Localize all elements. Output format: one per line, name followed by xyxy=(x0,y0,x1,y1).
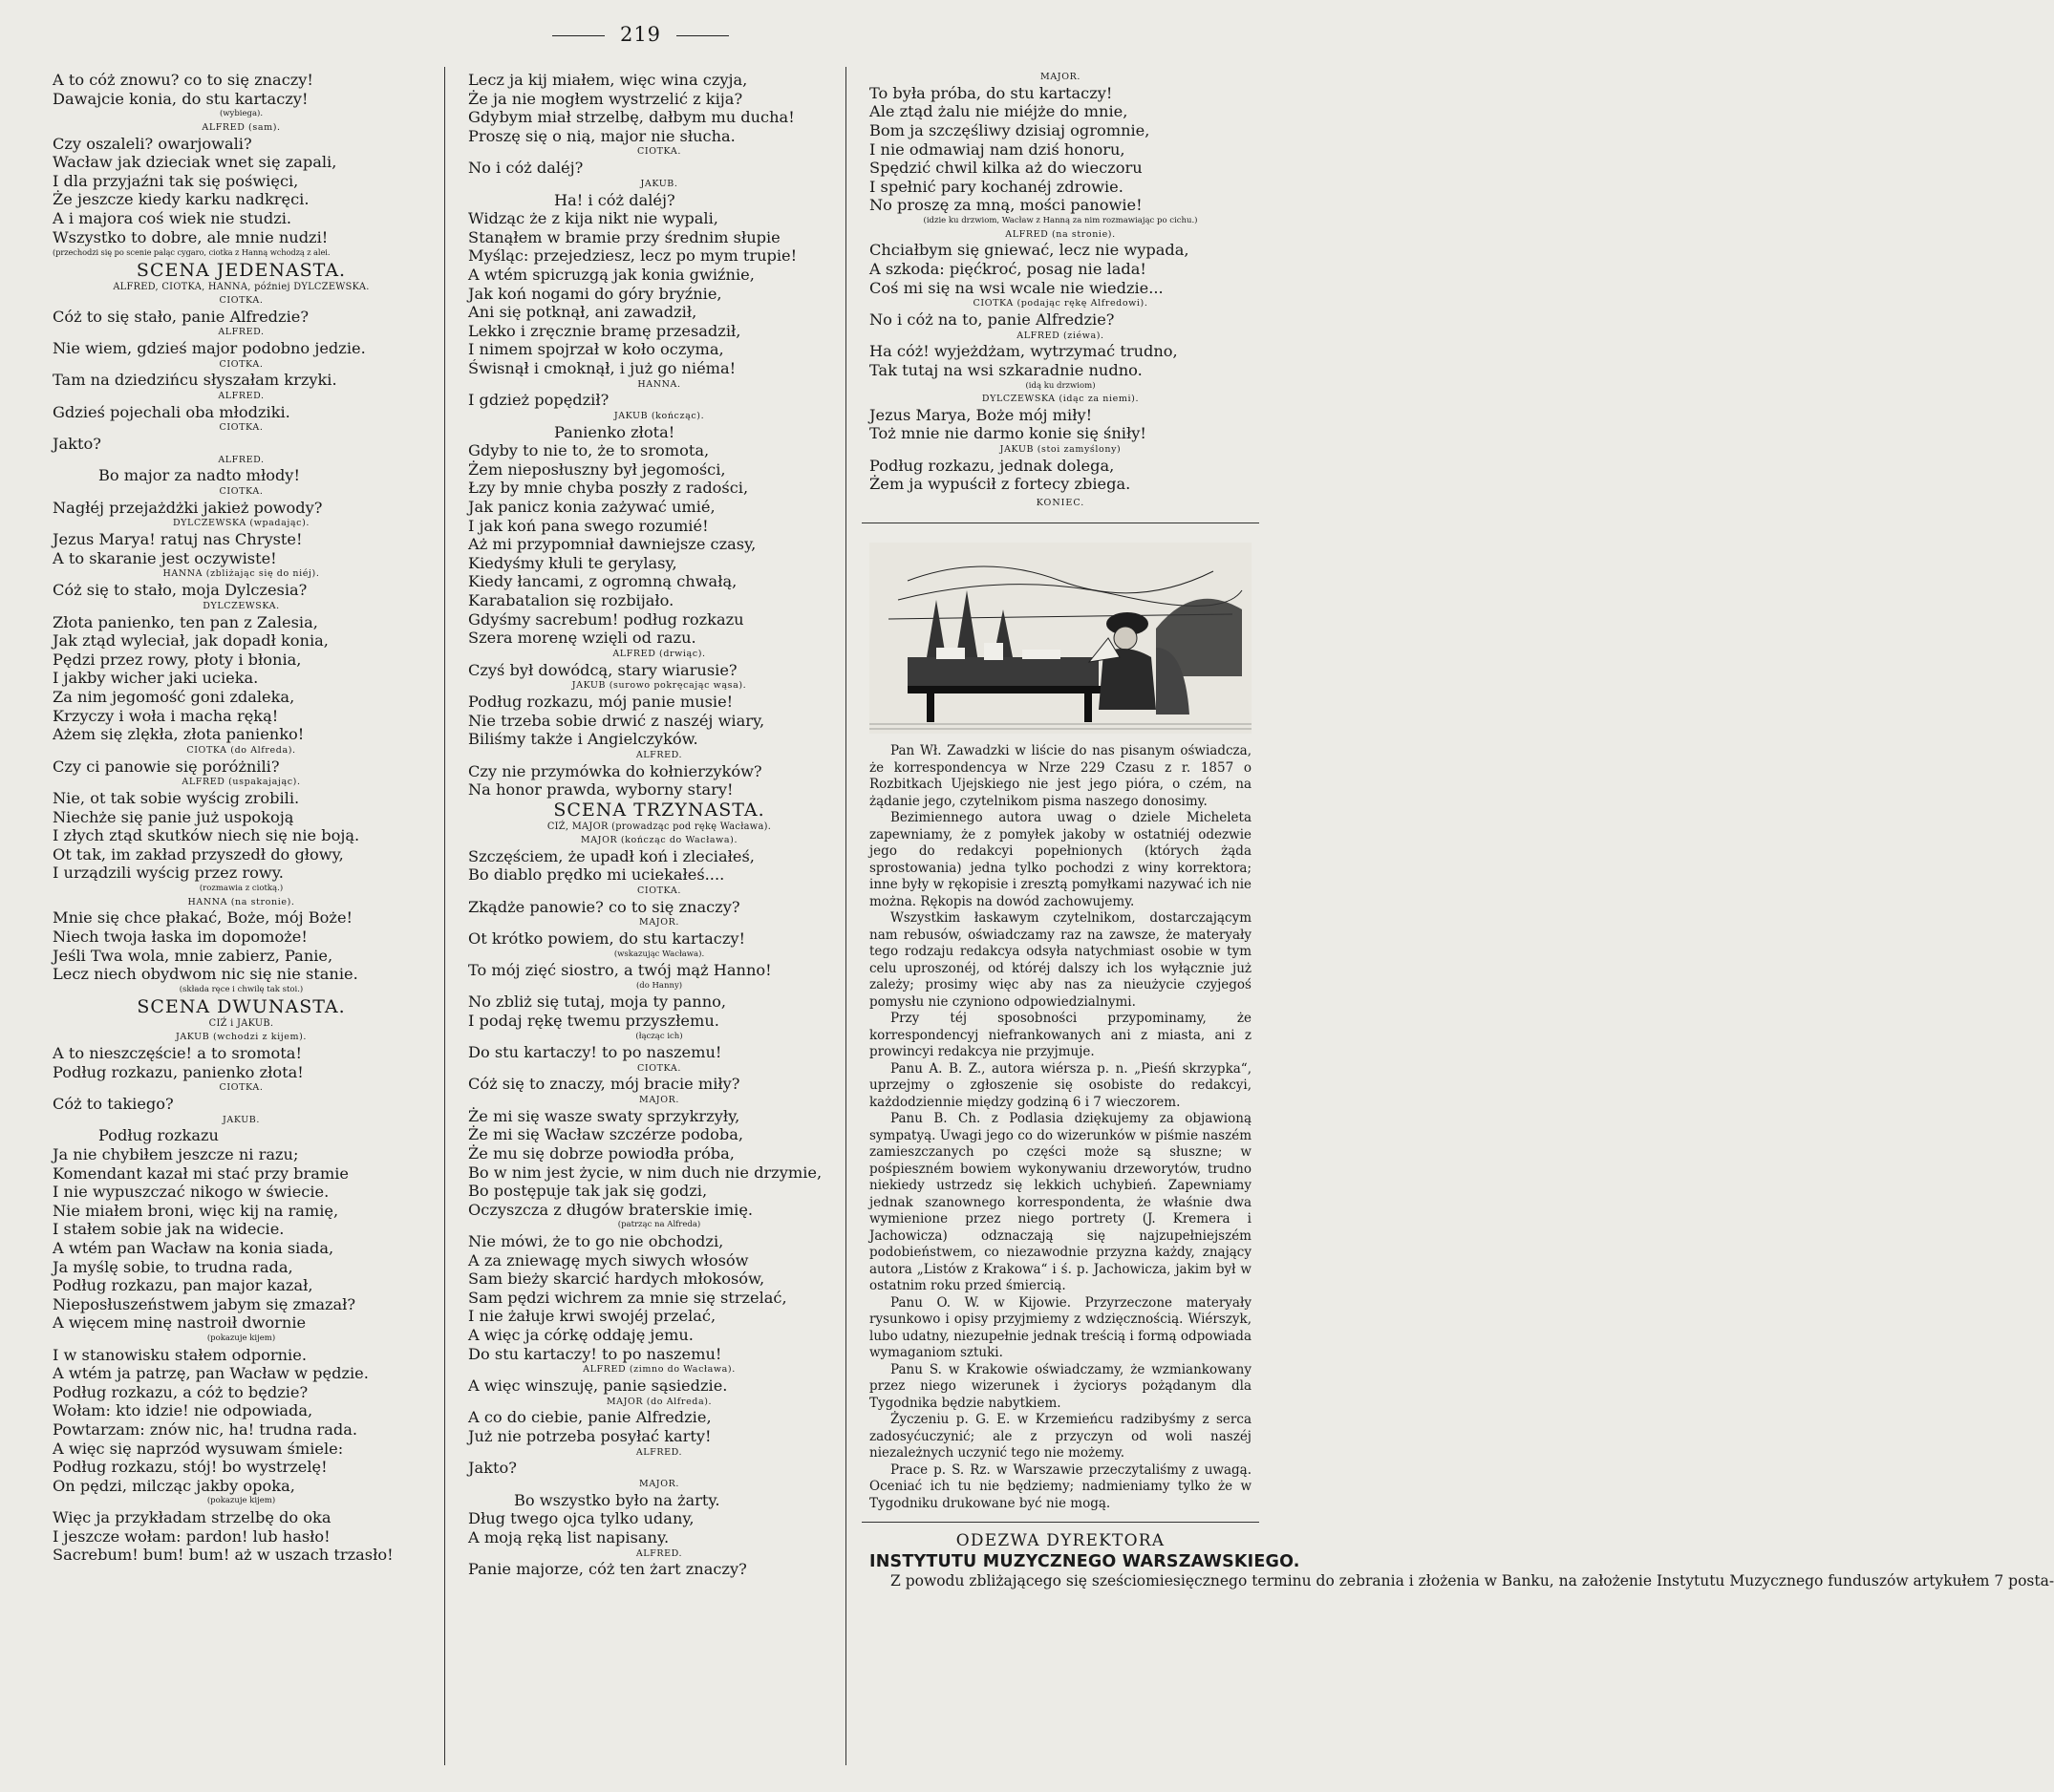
speaker-name: JAKUB. xyxy=(640,178,678,189)
verse-line: No i cóż daléj? xyxy=(468,159,584,178)
verse-line: Jak ztąd wyleciał, jak dopadł konia, xyxy=(53,631,329,651)
verse-line: I nimem spojrzał w koło oczyma, xyxy=(468,340,724,359)
page-number xyxy=(0,23,1281,46)
editorial-note: Przy téj sposobności przypominamy, że korrespondencyj niefrankowanych ani z miasta, ani z prowincyi redakcya nie przyjmuje. xyxy=(869,1011,1252,1060)
verse-line: Gdybym miał strzelbę, dałbym mu ducha! xyxy=(468,108,795,127)
verse-line: Wołam: kto idzie! nie odpowiada, xyxy=(53,1401,313,1420)
speaker-name: CIOTKA. xyxy=(219,486,264,498)
verse-line: Ja myślę sobie, to trudna rada, xyxy=(53,1257,293,1276)
verse-line: Nagłéj przejażdżki jakież powody? xyxy=(53,498,323,517)
verse-line-indented: Ha! i cóż daléj? xyxy=(554,190,675,209)
announcement-rule xyxy=(862,1522,1259,1523)
verse-line: I podaj rękę twemu przyszłemu. xyxy=(468,1011,719,1030)
verse-line: Widząc że z kija nikt nie wypali, xyxy=(468,209,718,228)
verse-line: Do stu kartaczy! to po naszemu! xyxy=(468,1344,722,1363)
speaker-name: DYLCZEWSKA. xyxy=(203,600,280,611)
verse-line: Sam pędzi wichrem za mnie się strzelać, xyxy=(468,1288,787,1307)
verse-line: Komendant kazał mi stać przy bramie xyxy=(53,1163,350,1183)
verse-line-indented: Bo major za nadto młody! xyxy=(98,466,300,485)
verse-line: Żem ja wypuścił z fortecy zbiega. xyxy=(869,475,1131,494)
verse-line: Nie mówi, że to go nie obchodzi, xyxy=(468,1232,724,1251)
column-divider-left xyxy=(444,67,445,1765)
verse-line: Powtarzam: znów nic, ha! trudna rada. xyxy=(53,1419,358,1439)
editorial-note: Wszystkim łaskawym czytelnikom, dostarczającym nam rebusów, oświadczamy raz na zawsze, że materyały tego rodzaju redakcya odsyła natychmiast osobie w tym celu uproszonéj, od któréj dalszy ich los wyłącznie już zależy; prosimy więc aby nas za nieużycie czyjegoś pomysłu nie czyniono odpowiedzialnymi. xyxy=(869,910,1252,1010)
speaker-name: HANNA (na stronie). xyxy=(187,896,295,907)
verse-line: Czy ci panowie się poróżnili? xyxy=(53,757,280,776)
speaker-name: MAJOR. xyxy=(639,917,679,928)
stage-direction: (wskazując Wacława). xyxy=(613,949,705,959)
verse-line: Cóż się to stało, moja Dylczesia? xyxy=(53,581,308,600)
verse-line: A wtém pan Wacław na konia siada, xyxy=(53,1239,334,1258)
verse-line: Że ja nie mogłem wystrzelić z kija? xyxy=(468,89,743,108)
verse-line: Tam na dziedzińcu słyszałam krzyki. xyxy=(53,371,337,390)
verse-line: Jezus Marya, Boże mój miły! xyxy=(869,405,1093,424)
verse-line: Aż mi przypomniał dawniejsze czasy, xyxy=(468,535,757,554)
verse-line: Spędzić chwil kilka aż do wieczoru xyxy=(869,159,1143,178)
verse-line: Ot krótko powiem, do stu kartaczy! xyxy=(468,928,746,948)
announcement-title: INSTYTUTU MUZYCZNEGO WARSZAWSKIEGO. xyxy=(869,1552,1300,1572)
speaker-name: ALFRED (sam). xyxy=(202,121,281,133)
verse-line: Gdzieś pojechali oba młodziki. xyxy=(53,402,290,421)
speaker-name: HANNA (zbliżając się do niéj). xyxy=(162,568,320,580)
verse-line: Proszę się o nią, major nie słucha. xyxy=(468,126,736,145)
speaker-name: DYLCZEWSKA (idąc za niemi). xyxy=(981,394,1140,405)
verse-line: I złych ztąd skutków niech się nie boją. xyxy=(53,826,360,845)
verse-line: Więc ja przykładam strzelbę do oka xyxy=(53,1507,332,1526)
speaker-name: CIOTKA (podając rękę Alfredowi). xyxy=(973,298,1148,309)
verse-line: Że mu się dobrze powiodła próba, xyxy=(468,1144,735,1163)
speaker-name: CIOTKA. xyxy=(219,422,264,434)
verse-line: A to nieszczęście! a to sromota! xyxy=(53,1044,302,1063)
verse-line: Chciałbym się gniewać, lecz nie wypada, xyxy=(869,241,1189,260)
verse-line: Jezus Marya! ratuj nas Chryste! xyxy=(53,530,303,549)
speaker-name: MAJOR (kończąc do Wacława). xyxy=(580,834,738,845)
verse-line: Bo w nim jest życie, w nim duch nie drzymie, xyxy=(468,1163,823,1182)
editorial-note: Pan Wł. Zawadzki w liście do nas pisanym oświadcza, że korrespondencya w Nrze 229 Czasu z r. 1857 o Rozbitkach Ujejskiego nie jest jego pióra, o czém, na żądanie jego, czytelnikom pisma naszego donosimy. xyxy=(869,743,1252,809)
verse-line: Bo diablo prędko mi uciekałeś.... xyxy=(468,865,725,885)
verse-line: Szczęściem, że upadł koń i zleciałeś, xyxy=(468,846,755,865)
editorial-note: Panu S. w Krakowie oświadczamy, że wzmiankowany przez niego wizerunek i życiorys pożądanym dla Tygodnika będzie nabytkiem. xyxy=(869,1361,1252,1411)
verse-line: Niech twoja łaska im dopomoże! xyxy=(53,927,308,946)
verse-line: Ha cóż! wyjeżdżam, wytrzymać trudno, xyxy=(869,342,1178,361)
stage-direction: (pokazuje kijem) xyxy=(206,1333,276,1344)
play-ending xyxy=(869,71,1252,494)
end-label: KONIEC. xyxy=(1036,498,1085,509)
verse-line: Bom ja szczęśliwy dzisiaj ogromnie, xyxy=(869,120,1150,139)
verse-line: Jeśli Twa wola, mnie zabierz, Panie, xyxy=(53,946,333,965)
verse-line: Czy oszaleli? owarjowali? xyxy=(53,134,252,153)
verse-line: Niechże się panie już uspokoją xyxy=(53,807,294,826)
play-column-left xyxy=(53,71,430,1765)
verse-line: I nie odmawiaj nam dziś honoru, xyxy=(869,139,1125,159)
speaker-name: JAKUB (kończąc). xyxy=(613,410,705,421)
verse-line: Ani się potknął, ani zawadził, xyxy=(468,303,697,322)
verse-line: Jak koń nogami do góry bryźnie, xyxy=(468,284,722,303)
verse-line: Zkądże panowie? co to się znaczy? xyxy=(468,897,740,916)
speaker-name: MAJOR. xyxy=(1040,72,1080,82)
verse-line: No proszę za mną, mości panowie! xyxy=(869,196,1143,215)
editorial-note: Panu O. W. w Kijowie. Przyrzeczone materyały rysunkowo i opisy przyjmiemy z wdzięcznością. Wiérszyk, lubo udatny, niezupełnie jednak treścią i formą odpowiada wymaganiom sztuki. xyxy=(869,1294,1252,1361)
verse-line: On pędzi, milcząc jakby opoka, xyxy=(53,1476,295,1495)
verse-line: Wszystko to dobre, ale mnie nudzi! xyxy=(53,227,329,246)
speaker-name: JAKUB (stoi zamyślony) xyxy=(999,444,1122,456)
verse-line: Że jeszcze kiedy karku nadkręci. xyxy=(53,190,310,209)
verse-line: Czy nie przymówka do kołnierzyków? xyxy=(468,761,762,780)
verse-line: Do stu kartaczy! to po naszemu! xyxy=(468,1043,722,1062)
editorial-note: Bezimiennego autora uwag o dziele Micheleta zapewniamy, że z pomyłek jakoby w ostatniéj odezwie jego do redakcyi popełnionych (których żąda sprostowania) jedna tylko pochodzi z winy korrektora; inne były w rękopisie i zresztą pomyłkami nazywać ich nie można. Rękopis na dowód zachowujemy. xyxy=(869,810,1252,909)
page-number-rule-left xyxy=(552,35,605,36)
verse-line-indented: Panienko złota! xyxy=(554,422,675,441)
verse-line: Pędzi przez rowy, płoty i błonia, xyxy=(53,650,302,669)
speaker-name: ALFRED (ziéwa). xyxy=(1016,330,1104,341)
verse-line: Panie majorze, cóż ten żart znaczy? xyxy=(468,1560,747,1579)
verse-line: A wtém ja patrzę, pan Wacław w pędzie. xyxy=(53,1364,369,1383)
verse-line: Tak tutaj na wsi szkaradnie nudno. xyxy=(869,360,1143,379)
verse-line: Lecz ja kij miałem, więc wina czyja, xyxy=(468,71,748,89)
verse-line: Podług rozkazu, panienko złota! xyxy=(53,1062,304,1081)
speaker-name: ALFRED. xyxy=(218,454,265,465)
verse-line: A to cóż znowu? co to się znaczy! xyxy=(53,71,313,89)
verse-line-indented: Podług rozkazu xyxy=(98,1126,219,1145)
verse-line: Łzy by mnie chyba poszły z radości, xyxy=(468,479,749,498)
verse-line: Oczyszcza z długów braterskie imię. xyxy=(468,1200,754,1219)
verse-line: I jakby wicher jaki ucieka. xyxy=(53,669,259,688)
page-number-rule-right xyxy=(676,35,729,36)
verse-line: Gdyby to nie to, że to sromota, xyxy=(468,441,710,460)
speaker-name: ALFRED. xyxy=(635,749,683,760)
verse-line: Ażem się zlękła, złota panienko! xyxy=(53,725,305,744)
verse-line: Sam bieży skarcić hardych młokosów, xyxy=(468,1269,765,1289)
speaker-name: ALFRED. xyxy=(635,1547,683,1559)
verse-line: Podług rozkazu, a cóż to będzie? xyxy=(53,1382,309,1401)
stage-direction: (do Hanny) xyxy=(635,980,683,991)
stage-direction: (idą ku drzwiom) xyxy=(1025,380,1096,391)
verse-line: Stanąłem w bramie przy średnim słupie xyxy=(468,227,781,246)
scene-cast: ALFRED, CIOTKA, HANNA, później DYLCZEWSKA. xyxy=(113,281,370,292)
speaker-name: ALFRED (drwiąc). xyxy=(612,648,706,659)
verse-line: Myśląc: przejedziesz, lecz po mym trupie! xyxy=(468,246,798,266)
verse-line: Nie wiem, gdzieś major podobno jedzie. xyxy=(53,338,366,357)
verse-line: Ot tak, im zakład przyszedł do głowy, xyxy=(53,844,344,864)
verse-line: Podług rozkazu, stój! bo wystrzelę! xyxy=(53,1458,328,1477)
verse-line: Na honor prawda, wyborny stary! xyxy=(468,780,734,800)
verse-line: Biliśmy także i Angielczyków. xyxy=(468,730,698,749)
verse-line: Dług twego ojca tylko udany, xyxy=(468,1509,695,1528)
stage-direction: (przechodzi się po scenie paląc cygaro, ciotka z Hanną wchodzą z alei. xyxy=(53,247,331,258)
verse-line-indented: Bo wszystko było na żarty. xyxy=(514,1490,720,1509)
verse-line: Krzyczy i woła i macha ręką! xyxy=(53,706,279,725)
verse-line: Podług rozkazu, mój panie musie! xyxy=(468,693,734,711)
speaker-name: JAKUB (surowo pokręcając wąsa). xyxy=(571,680,747,692)
editorial-note: Życzeniu p. G. E. w Krzemieńcu radzibyśmy z serca zadosyćuczynić; ale z przyczyn od woli naszéj niezależnych uczynić tego nie możemy. xyxy=(869,1412,1252,1461)
scene-cast: CIŹ, MAJOR (prowadząc pod rękę Wacława). xyxy=(546,821,772,832)
speaker-name: CIOTKA. xyxy=(637,146,681,158)
announcement-heading: ODEZWA DYREKTORA xyxy=(955,1531,1166,1551)
verse-line: Ja nie chybiłem jeszcze ni razu; xyxy=(53,1145,299,1164)
stage-direction: (patrząc na Alfreda) xyxy=(617,1220,701,1230)
verse-line: Nie, ot tak sobie wyścig zrobili. xyxy=(53,788,300,807)
verse-line: A więcem minę nastroił dwornie xyxy=(53,1313,307,1333)
verse-line: Kiedy łancami, z ogromną chwałą, xyxy=(468,572,738,591)
speaker-name: MAJOR. xyxy=(639,1095,679,1106)
verse-line: A więc ja córkę oddaję jemu. xyxy=(468,1326,694,1344)
stage-direction: (pokazuje kijem) xyxy=(206,1496,276,1506)
verse-line: Że mi się Wacław szczérze podoba, xyxy=(468,1125,744,1144)
page-number-text: 219 xyxy=(619,23,662,46)
verse-line: Jakto? xyxy=(468,1459,517,1478)
verse-line: Cóż to się stało, panie Alfredzie? xyxy=(53,307,310,326)
verse-line: Cóż to takiego? xyxy=(53,1095,174,1114)
verse-line: Gdyśmy sacrebum! podług rozkazu xyxy=(468,609,744,629)
verse-line: Jak panicz konia zażywać umié, xyxy=(468,498,716,517)
scene-heading: SCENA DWUNASTA. xyxy=(137,996,346,1018)
verse-line: Kiedyśmy kłuli te gerylasy, xyxy=(468,553,677,572)
verse-line: Karabatalion się rozbijało. xyxy=(468,591,674,610)
speaker-name: ALFRED. xyxy=(218,327,265,338)
verse-line: I nie żałuje krwi swojéj przelać, xyxy=(468,1307,717,1326)
verse-line: A szkoda: pięćkroć, posag nie lada! xyxy=(869,259,1146,278)
engraving-illustration xyxy=(869,543,1252,734)
verse-line: Coś mi się na wsi wcale nie wiedzie... xyxy=(869,278,1164,297)
verse-line: Nie trzeba sobie drwić z naszéj wiary, xyxy=(468,711,765,730)
verse-line: To była próba, do stu kartaczy! xyxy=(869,83,1113,102)
stage-direction: (idzie ku drzwiom, Wacław z Hanną za nim rozmawiając po cichu.) xyxy=(923,215,1198,225)
scene-cast: CIŹ i JAKUB. xyxy=(208,1018,274,1030)
right-column xyxy=(869,71,2054,1765)
speaker-name: CIOTKA. xyxy=(219,1082,264,1094)
verse-line: Szera morenę wzięli od razu. xyxy=(468,629,696,648)
verse-line: Że mi się wasze swaty sprzykrzyły, xyxy=(468,1106,740,1125)
verse-line: I jak koń pana swego rozumié! xyxy=(468,516,709,535)
speaker-name: ALFRED. xyxy=(218,390,265,401)
editorial-note: Panu B. Ch. z Podlasia dziękujemy za objawioną sympatyą. Uwagi jego co do wizerunków w piśmie naszém zamieszczanych po części może są słuszne; w pośpieszném bowiem wykonywaniu drzeworytów, trudno niekiedy ustrzedz się lekkich uchybień. Zapewniamy jednak szanownego korrespondenta, że właśnie dwa wymienione przez niego portrety (J. Kremera i Jachowicza) odznaczają się najzupełniejszém podobieństwem, co niezawodnie przyzna każdy, znający autora „Listów z Krakowa“ i ś. p. Jachowicza, jakim był w ostatnim roku przed śmiercią. xyxy=(869,1111,1252,1294)
speaker-name: CIOTKA (do Alfreda). xyxy=(186,744,296,756)
speaker-name: JAKUB. xyxy=(222,1114,261,1125)
verse-line: Sacrebum! bum! bum! aż w uszach trzasło! xyxy=(53,1546,394,1565)
speaker-name: CIOTKA. xyxy=(637,885,681,896)
verse-line: Nieposłuszeństwem jabym się zmazał? xyxy=(53,1294,356,1313)
verse-line: Podług rozkazu, jednak dolega, xyxy=(869,456,1115,475)
verse-line: Lecz niech obydwom nic się nie stanie. xyxy=(53,965,358,984)
verse-line: I stałem sobie jak na widecie. xyxy=(53,1220,285,1239)
verse-line: To mój zięć siostro, a twój mąż Hanno! xyxy=(468,961,772,980)
verse-line: I nie wypuszczać nikogo w świecie. xyxy=(53,1183,330,1202)
speaker-name: ALFRED (uspakajając). xyxy=(182,777,301,788)
verse-line: Ale ztąd żalu nie miéjże do mnie, xyxy=(869,102,1128,121)
verse-line: Lekko i zręcznie bramę przesadził, xyxy=(468,321,741,340)
scene-heading: SCENA JEDENASTA. xyxy=(136,259,347,281)
verse-line: A to skaranie jest oczywiste! xyxy=(53,548,277,567)
speaker-name: CIOTKA. xyxy=(219,358,264,370)
verse-line: I urządzili wyścig przez rowy. xyxy=(53,864,284,883)
speaker-name: CIOTKA. xyxy=(219,294,264,306)
verse-line: Żem nieposłuszny był jegomości, xyxy=(468,459,726,479)
speaker-name: ALFRED (na stronie). xyxy=(1005,228,1116,240)
verse-line: I gdzież popędził? xyxy=(468,391,610,410)
verse-line: Świsnął i cmoknął, i już go niéma! xyxy=(468,358,737,377)
verse-line: Już nie potrzeba posyłać karty! xyxy=(468,1426,712,1445)
stage-direction: (rozmawia z ciotką.) xyxy=(199,883,284,893)
verse-line: A moją ręką list napisany. xyxy=(468,1527,670,1547)
verse-line: No i cóż na to, panie Alfredzie? xyxy=(869,309,1115,329)
verse-line: Toż mnie nie darmo konie się śniły! xyxy=(869,424,1146,443)
verse-line: Wacław jak dzieciak wnet się zapali, xyxy=(53,153,337,172)
verse-line: Złota panienko, ten pan z Zalesia, xyxy=(53,612,318,631)
editorial-note: Panu A. B. Z., autora wiérsza p. n. „Pieśń skrzypka“, uprzejmy o zgłoszenie się osobiste do redakcyi, każdodziennie między godziną 6 i 7 wieczorem. xyxy=(869,1060,1252,1110)
verse-line: A wtém spicruzgą jak konia gwiźnie, xyxy=(468,265,755,284)
speaker-name: ALFRED. xyxy=(635,1446,683,1458)
verse-line: Bo postępuje tak jak się godzi, xyxy=(468,1182,708,1201)
editorial-note: Prace p. S. Rz. w Warszawie przeczytaliśmy z uwagą. Oceniać ich tu nie będziemy; nadmieniamy tylko że w Tygodniku drukowane być nie mogą. xyxy=(869,1461,1252,1511)
stage-direction: (wybiega). xyxy=(219,109,264,119)
verse-line: A za zniewagę mych siwych włosów xyxy=(468,1250,749,1269)
verse-line: Mnie się chce płakać, Boże, mój Boże! xyxy=(53,908,353,928)
speaker-name: ALFRED (zimno do Wacława). xyxy=(583,1364,736,1376)
verse-line: Dawajcie konia, do stu kartaczy! xyxy=(53,89,309,108)
verse-line: Podług rozkazu, pan major kazał, xyxy=(53,1276,313,1295)
play-column-middle xyxy=(468,71,850,1765)
verse-line: A co do ciebie, panie Alfredzie, xyxy=(468,1408,712,1427)
announcement-body: Z powodu zbliżającego się sześciomiesięcznego terminu do zebrania i złożenia w Banku, na założenie Instytutu Muzycznego funduszów artykułem 7 posta- xyxy=(890,1572,2054,1590)
verse-line: Cóż się to znaczy, mój bracie miły? xyxy=(468,1075,740,1094)
verse-line: No zbliż się tutaj, moja ty panno, xyxy=(468,992,727,1012)
verse-line: A więc się naprzód wysuwam śmiele: xyxy=(53,1439,344,1458)
stage-direction: (łącząc ich) xyxy=(635,1031,683,1041)
speaker-name: MAJOR. xyxy=(639,1478,679,1489)
speaker-name: DYLCZEWSKA (wpadając). xyxy=(172,518,310,529)
stage-direction: (składa ręce i chwilę tak stoi.) xyxy=(179,984,304,994)
editorial-notes xyxy=(869,743,1252,1512)
verse-line: I spełnić pary kochanéj zdrowie. xyxy=(869,177,1123,196)
verse-line: A i majora coś wiek nie studzi. xyxy=(53,208,292,227)
verse-line: Czyś był dowódcą, stary wiarusie? xyxy=(468,660,738,679)
speaker-name: CIOTKA. xyxy=(637,1062,681,1074)
speaker-name: HANNA. xyxy=(637,378,681,390)
verse-line: A więc winszuję, panie sąsiedzie. xyxy=(468,1376,728,1395)
scene-heading: SCENA TRZYNASTA. xyxy=(553,799,765,821)
verse-line: Za nim jegomość goni zdaleka, xyxy=(53,688,295,707)
verse-line: I dla przyjaźni tak się poświęci, xyxy=(53,171,299,190)
verse-line: Nie miałem broni, więc kij na ramię, xyxy=(53,1201,339,1220)
verse-line: I w stanowisku stałem odpornie. xyxy=(53,1345,307,1364)
speaker-name: MAJOR (do Alfreda). xyxy=(606,1396,713,1407)
verse-line: I jeszcze wołam: pardon! lub hasło! xyxy=(53,1526,331,1546)
verse-line: Jakto? xyxy=(53,435,101,454)
speaker-name: JAKUB (wchodzi z kijem). xyxy=(175,1032,308,1043)
